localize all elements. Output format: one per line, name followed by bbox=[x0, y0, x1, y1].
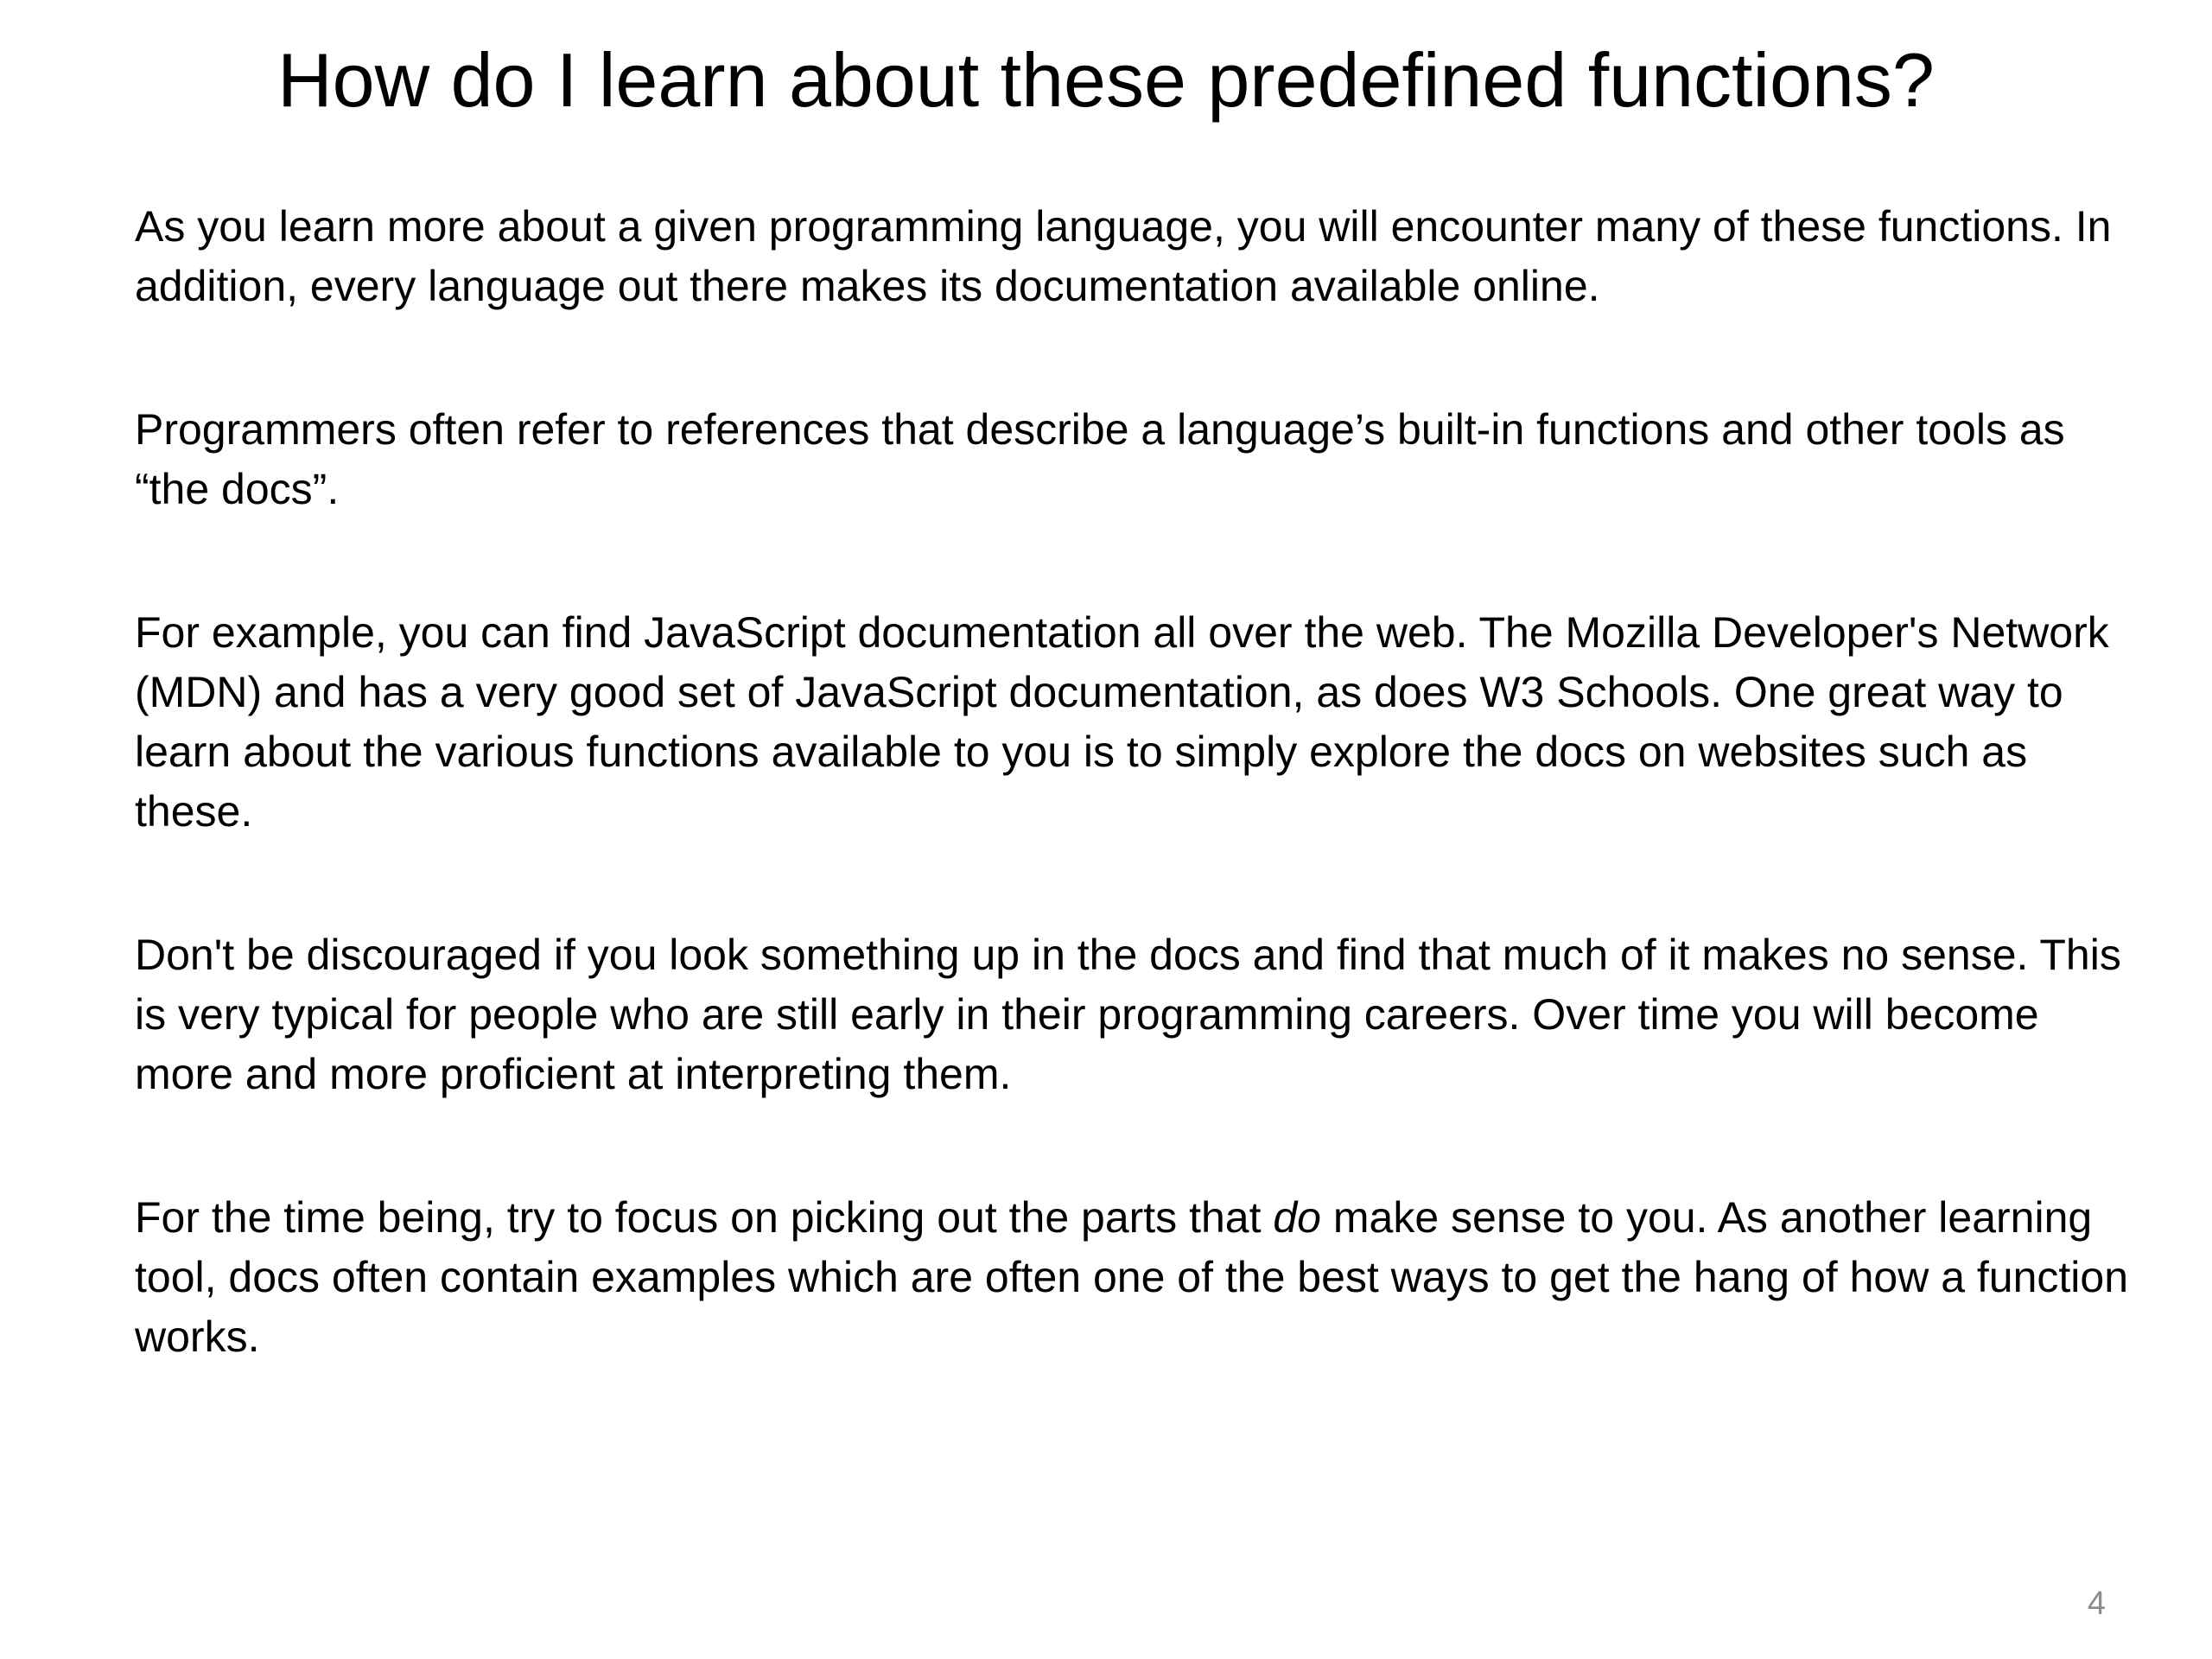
paragraph-focus-emphasis: do bbox=[1273, 1193, 1321, 1242]
paragraph-focus-on-parts bbox=[135, 1188, 2131, 1367]
paragraph-javascript-docs: For example, you can find JavaScript documentation all over the web. The Mozilla Developer's Network (MDN) and has a very good set of JavaScript documentation, as does W3 Schools. One great way to learn about the various functions available to you is to simply explore the docs on websites such as these. bbox=[135, 608, 2109, 836]
slide-body bbox=[135, 197, 2131, 1451]
paragraph-docs-online: As you learn more about a given programming language, you will encounter many of these functions. In addition, every language out there makes its documentation available online. bbox=[135, 202, 2112, 310]
paragraph-focus-text-after: make sense to you. As another learning tool, docs often contain examples which are often one of the best ways to get the hang of how a function works. bbox=[135, 1193, 2129, 1361]
slide-title: How do I learn about these predefined functions? bbox=[277, 37, 1935, 123]
page-number: 4 bbox=[2087, 1586, 2106, 1622]
paragraph-the-docs: Programmers often refer to references that describe a language’s built-in functions and other tools as “the docs”. bbox=[135, 405, 2065, 513]
paragraph-focus-text-before: For the time being, try to focus on picking out the parts that bbox=[135, 1193, 1274, 1242]
paragraph-dont-be-discouraged: Don't be discouraged if you look something up in the docs and find that much of it makes no sense. This is very typical for people who are still early in their programming careers. Over time you will become more and more proficient at interpreting them. bbox=[135, 931, 2121, 1098]
